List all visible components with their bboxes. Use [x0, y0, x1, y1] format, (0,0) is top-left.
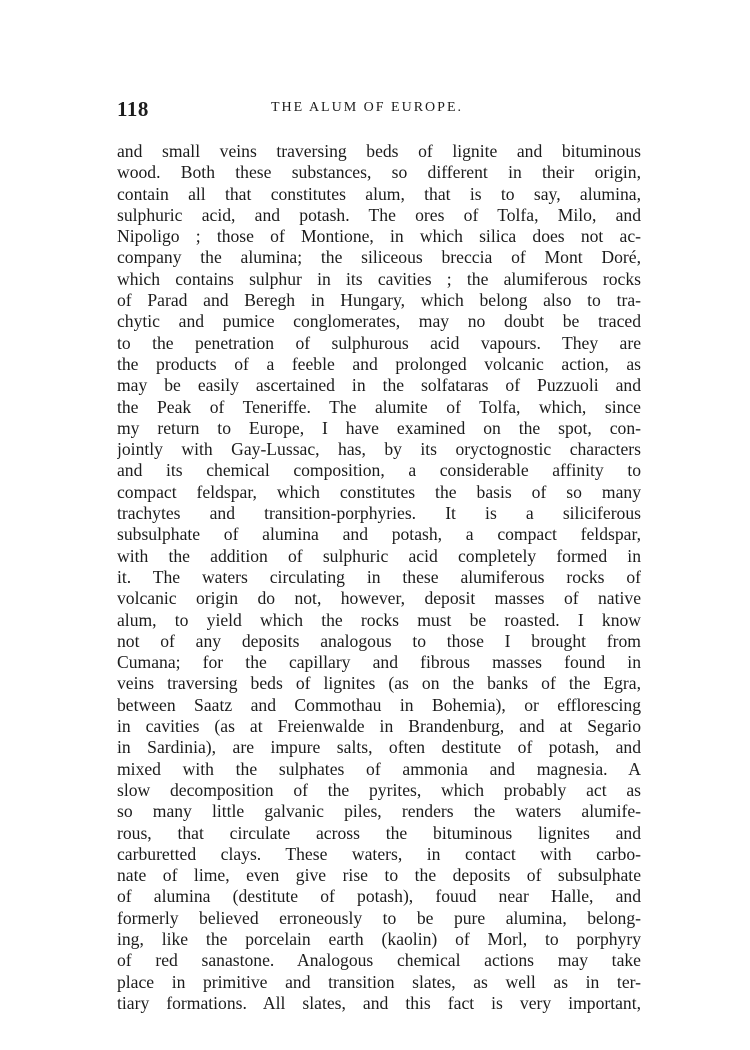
- text-line: contain all that constitutes alum, that is to say, alumina,: [117, 183, 641, 204]
- text-line: compact feldspar, which constitutes the basis of so many: [117, 481, 641, 502]
- text-line: place in primitive and transition slates, as well as in ter-: [117, 971, 641, 992]
- text-line: alum, to yield which the rocks must be roasted. I know: [117, 609, 641, 630]
- text-line: it. The waters circulating in these alumiferous rocks of: [117, 566, 641, 587]
- text-line: slow decomposition of the pyrites, which probably act as: [117, 779, 641, 800]
- text-line: veins traversing beds of lignites (as on the banks of the Egra,: [117, 673, 641, 694]
- text-line: and small veins traversing beds of lignite and bituminous: [117, 141, 641, 161]
- text-line: carburetted clays. These waters, in contact with carbo-: [117, 843, 641, 864]
- text-line: Nipoligo ; those of Montione, in which silica does not ac-: [117, 226, 641, 247]
- text-line: of alumina (destitute of potash), fouud near Halle, and: [117, 886, 641, 907]
- text-line: with the addition of sulphuric acid completely formed in: [117, 545, 641, 566]
- text-line: subsulphate of alumina and potash, a compact feldspar,: [117, 524, 641, 545]
- text-line: volcanic origin do not, however, deposit masses of native: [117, 588, 641, 609]
- text-line: which contains sulphur in its cavities ; the alumiferous rocks: [117, 268, 641, 289]
- text-line: company the alumina; the siliceous breccia of Mont Doré,: [117, 247, 641, 268]
- text-line: chytic and pumice conglomerates, may no doubt be traced: [117, 311, 641, 332]
- text-line: mixed with the sulphates of ammonia and magnesia. A: [117, 758, 641, 779]
- text-line: ing, like the porcelain earth (kaolin) of Morl, to porphyry: [117, 928, 641, 949]
- page-header: [117, 97, 641, 123]
- text-line: trachytes and transition-porphyries. It is a siliciferous: [117, 503, 641, 524]
- text-line: formerly believed erroneously to be pure alumina, belong-: [117, 907, 641, 928]
- text-line: in Sardinia), are impure salts, often destitute of potash, and: [117, 737, 641, 758]
- text-line: of Parad and Beregh in Hungary, which belong also to tra-: [117, 290, 641, 311]
- page-number: 118: [117, 97, 149, 121]
- text-line: tiary formations. All slates, and this fact is very important,: [117, 992, 641, 1013]
- text-line: to the penetration of sulphurous acid vapours. They are: [117, 332, 641, 353]
- text-line: the Peak of Teneriffe. The alumite of Tolfa, which, since: [117, 396, 641, 417]
- text-line: rous, that circulate across the bituminous lignites and: [117, 822, 641, 843]
- text-line: not of any deposits analogous to those I brought from: [117, 630, 641, 651]
- text-line: nate of lime, even give rise to the deposits of subsulphate: [117, 865, 641, 886]
- text-line: of red sanastone. Analogous chemical actions may take: [117, 950, 641, 971]
- text-line: sulphuric acid, and potash. The ores of Tolfa, Milo, and: [117, 204, 641, 225]
- text-line: the products of a feeble and prolonged volcanic action, as: [117, 353, 641, 374]
- text-line: between Saatz and Commothau in Bohemia), or efflorescing: [117, 694, 641, 715]
- text-line: and its chemical composition, a considerable affinity to: [117, 460, 641, 481]
- running-head: THE ALUM OF EUROPE.: [271, 100, 464, 115]
- text-line: in cavities (as at Freienwalde in Brandenburg, and at Segario: [117, 716, 641, 737]
- text-line: so many little galvanic piles, renders the waters alumife-: [117, 801, 641, 822]
- text-line: jointly with Gay-Lussac, has, by its oryctognostic characters: [117, 439, 641, 460]
- text-line: may be easily ascertained in the solfataras of Puzzuoli and: [117, 375, 641, 396]
- body-text: [117, 141, 641, 1014]
- text-line: my return to Europe, I have examined on the spot, con-: [117, 417, 641, 438]
- text-line: Cumana; for the capillary and fibrous masses found in: [117, 652, 641, 673]
- text-line: wood. Both these substances, so different in their origin,: [117, 162, 641, 183]
